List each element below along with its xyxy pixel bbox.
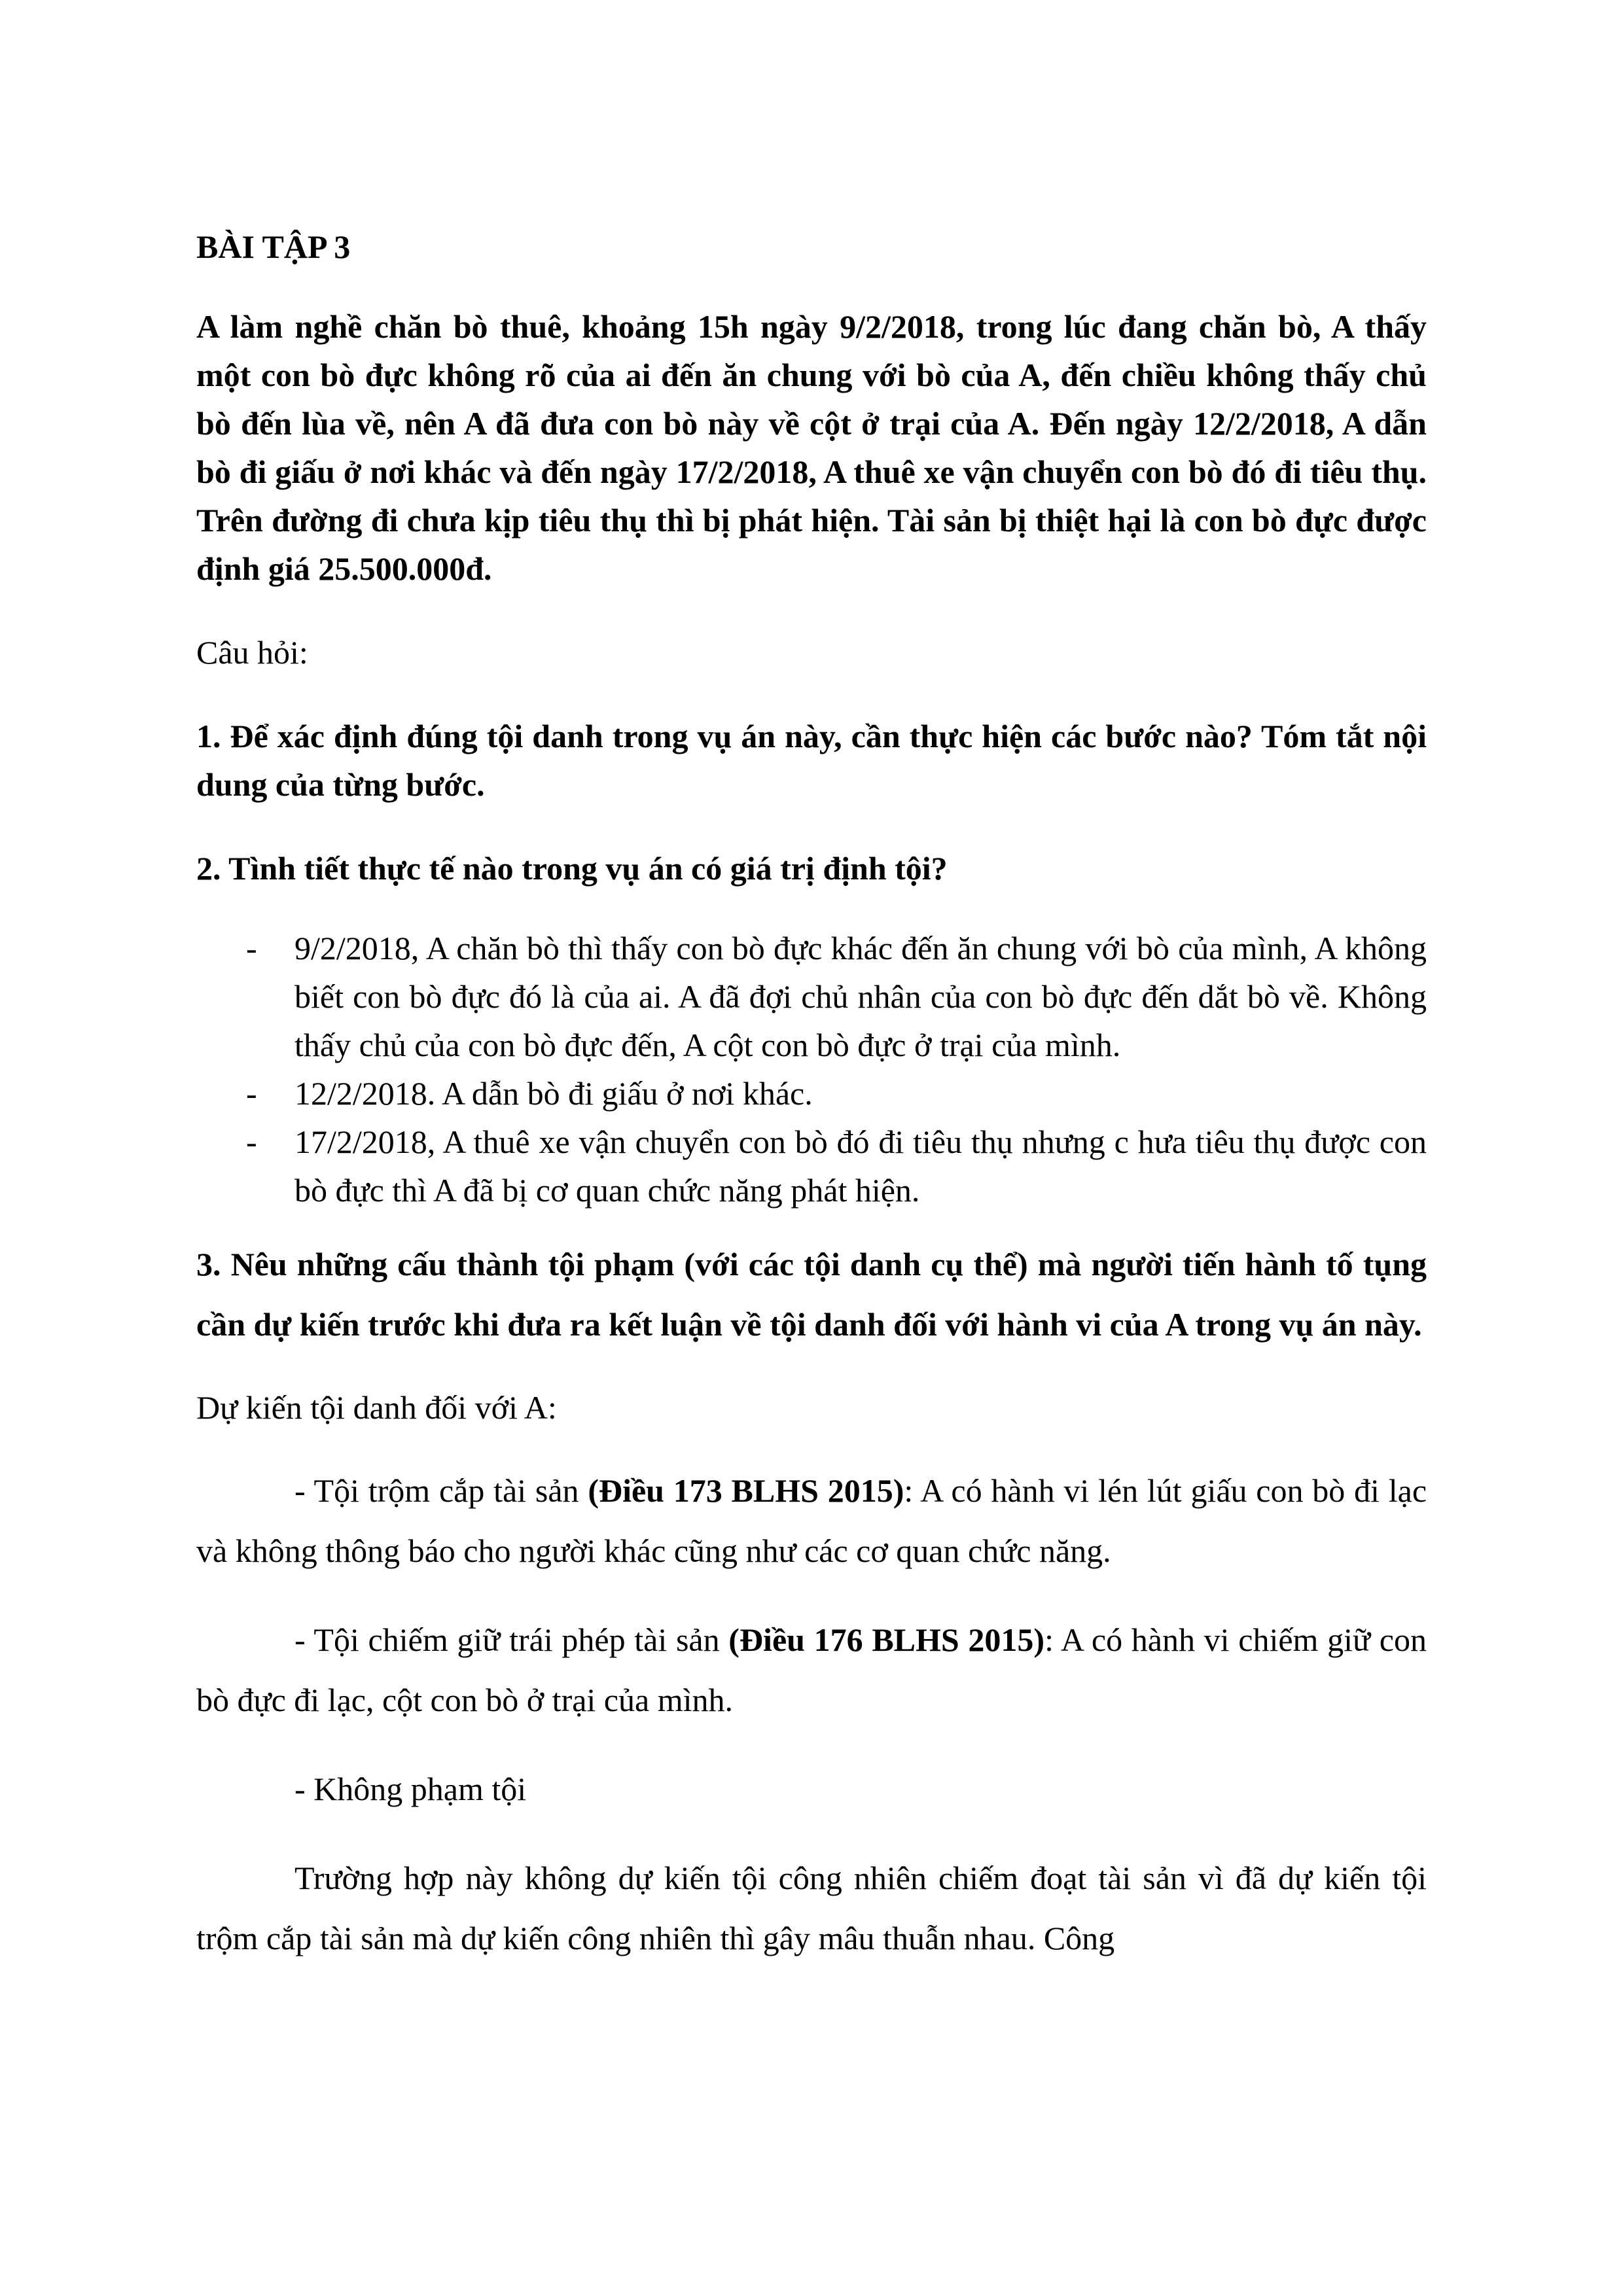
charge-possession-law: (Điều 176 BLHS 2015) xyxy=(728,1621,1045,1658)
question-1: 1. Để xác định đúng tội danh trong vụ án này, cần thực hiện các bước nào? Tóm tắt nội dung của từng bước. xyxy=(196,718,1427,803)
document-title: BÀI TẬP 3 xyxy=(196,228,351,265)
list-item xyxy=(196,924,1427,1069)
questions-label: Câu hỏi: xyxy=(196,634,308,671)
question-3: 3. Nêu những cấu thành tội phạm (với các tội danh cụ thể) mà người tiến hành tố tụng cần dự kiến trước khi đưa ra kết luận về tội danh đối với hành vi của A trong vụ án này. xyxy=(196,1246,1427,1343)
charge-possession-desc: : A có hành vi chiếm giữ con bò đực đi lạc, cột con bò ở trại của mình. xyxy=(196,1621,1427,1718)
charge-theft-desc: : A có hành vi lén lút giấu con bò đi lạc và không thông báo cho người khác cũng như các cơ quan chức năng. xyxy=(196,1472,1427,1569)
list-item-text: 12/2/2018. A dẫn bò đi giấu ở nơi khác. xyxy=(294,1075,813,1112)
facts-list xyxy=(196,924,1427,1214)
list-dash: - xyxy=(246,930,257,966)
charge-possession-name: - Tội chiếm giữ trái phép tài sản xyxy=(294,1621,729,1658)
charge-theft-law: (Điều 173 BLHS 2015) xyxy=(588,1472,904,1509)
list-item-text: 17/2/2018, A thuê xe vận chuyển con bò đó đi tiêu thụ nhưng c hưa tiêu thụ được con bò đực thì A đã bị cơ quan chức năng phát hiện. xyxy=(294,1123,1427,1209)
list-item xyxy=(196,1118,1427,1214)
closing-paragraph: Trường hợp này không dự kiến tội công nhiên chiếm đoạt tài sản vì đã dự kiến tội trộm cắp tài sản mà dự kiến công nhiên thì gây mâu thuẫn nhau. Công xyxy=(196,1860,1427,1956)
list-dash: - xyxy=(246,1075,257,1112)
charge-theft xyxy=(196,1460,1427,1581)
list-dash: - xyxy=(246,1123,257,1160)
charge-theft-name: - Tội trộm cắp tài sản xyxy=(294,1472,588,1509)
list-item-text: 9/2/2018, A chăn bò thì thấy con bò đực khác đến ăn chung với bò của mình, A không biết con bò đực đó là của ai. A đã đợi chủ nhân của con bò đực đến dắt bò về. Không thấy chủ của con bò đực đến, A cột con bò đực ở trại của mình. xyxy=(294,930,1427,1063)
charge-illegal-possession xyxy=(196,1610,1427,1730)
case-description: A làm nghề chăn bò thuê, khoảng 15h ngày 9/2/2018, trong lúc đang chăn bò, A thấy một con bò đực không rõ của ai đến ăn chung với bò của A, đến chiều không thấy chủ bò đến lùa về, nên A đã đưa con bò này về cột ở trại của A. Đến ngày 12/2/2018, A dẫn bò đi giấu ở nơi khác và đến ngày 17/2/2018, A thuê xe vận chuyển con bò đó đi tiêu thụ. Trên đường đi chưa kịp tiêu thụ thì bị phát hiện. Tài sản bị thiệt hại là con bò đực được định giá 25.500.000đ. xyxy=(196,308,1427,587)
anticipated-label: Dự kiến tội danh đối với A: xyxy=(196,1389,557,1426)
question-2: 2. Tình tiết thực tế nào trong vụ án có giá trị định tội? xyxy=(196,850,948,887)
charge-no-crime: - Không phạm tội xyxy=(294,1771,527,1807)
list-item xyxy=(196,1069,1427,1118)
